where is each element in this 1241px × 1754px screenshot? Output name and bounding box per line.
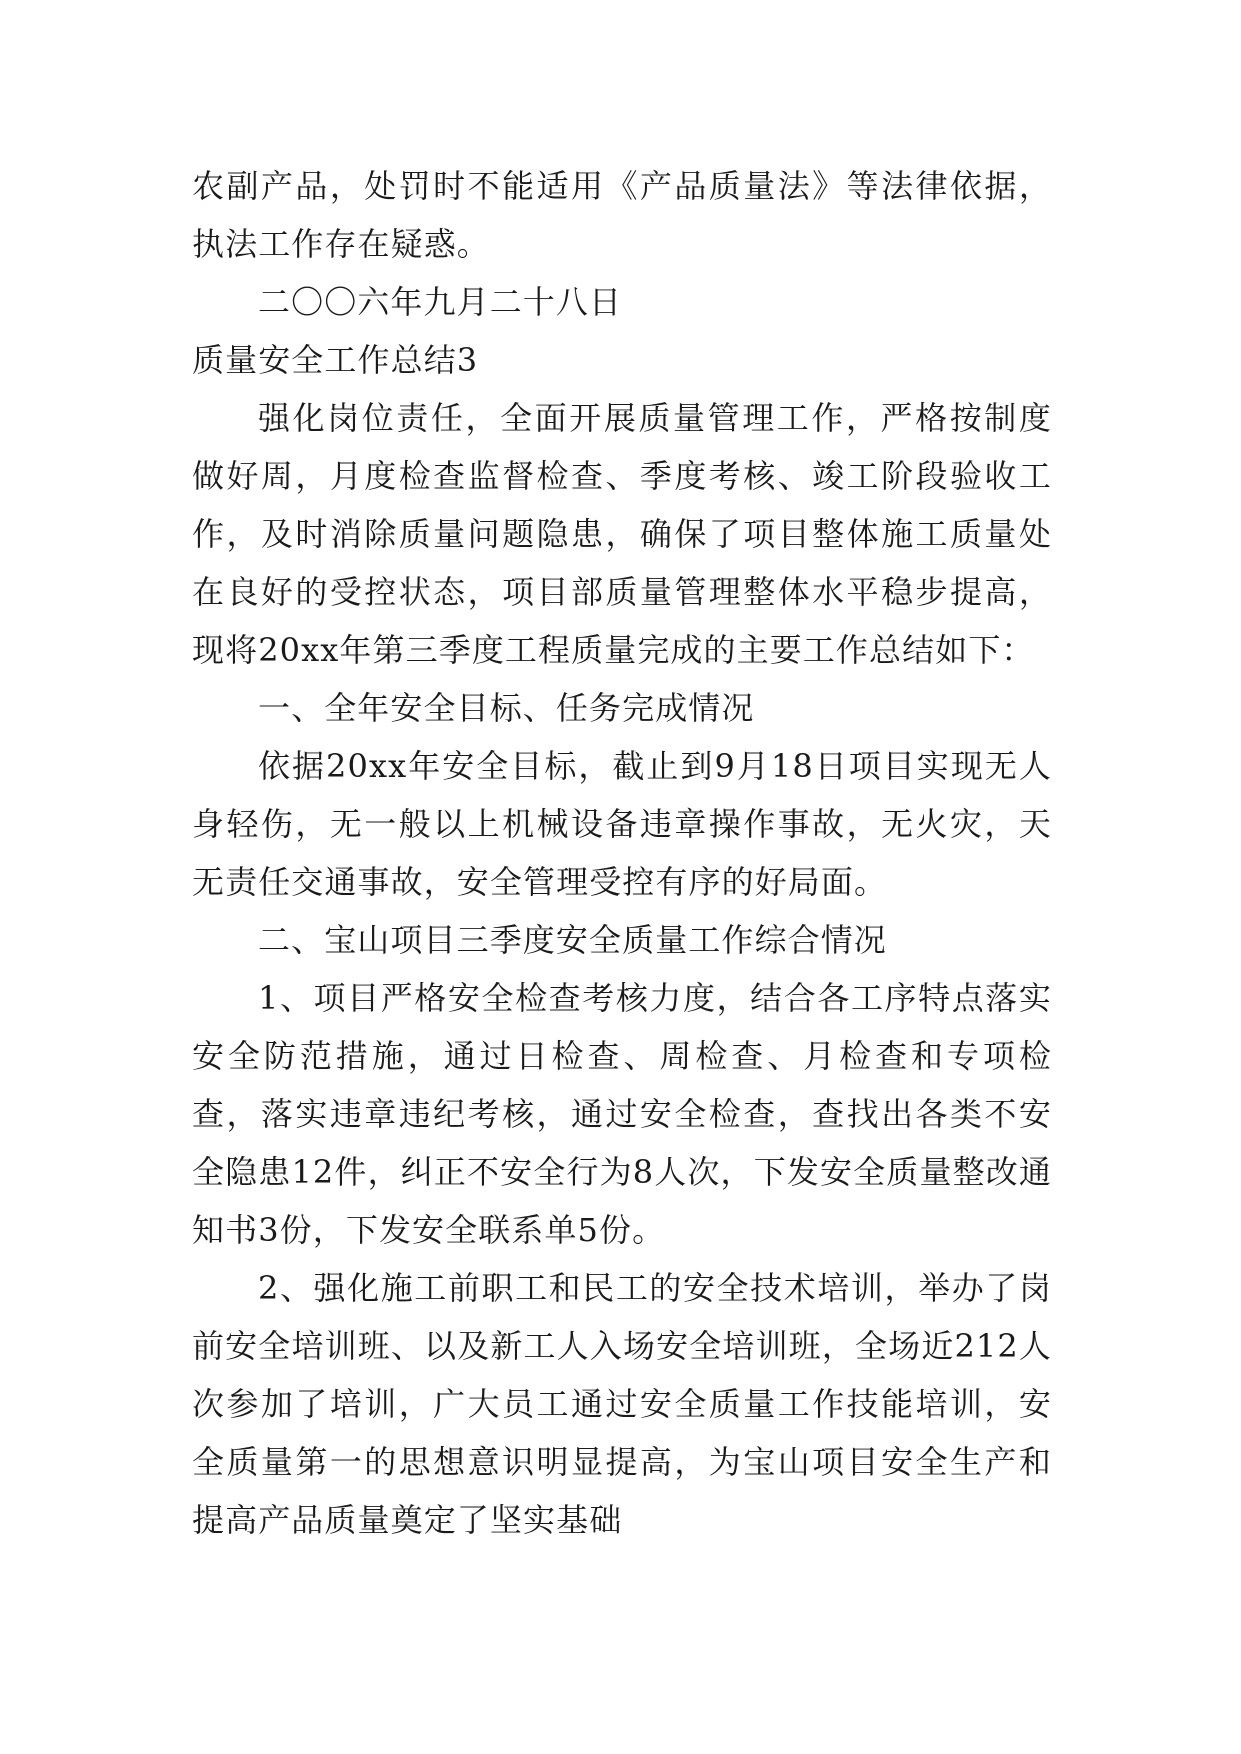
heading-1: 一、全年安全目标、任务完成情况 xyxy=(258,689,755,727)
document-body xyxy=(192,157,1052,1549)
paragraph-intro: 强化岗位责任，全面开展质量管理工作，严格按制度做好周，月度检查监督检查、季度考核、竣工阶段验收工作，及时消除质量问题隐患，确保了项目整体施工质量处在良好的受控状态，项目部质量管理整体水平稳步提高，现将20xx年第三季度工程质量完成的主要工作总结如下： xyxy=(192,399,1052,669)
section-title: 质量安全工作总结3 xyxy=(192,341,479,379)
paragraph-item-1: 1、项目严格安全检查考核力度，结合各工序特点落实安全防范措施，通过日检查、周检查、月检查和专项检查，落实违章违纪考核，通过安全检查，查找出各类不安全隐患12件，纠正不安全行为8人次，下发安全质量整改通知书3份，下发安全联系单5份。 xyxy=(192,979,1052,1249)
date-line: 二〇〇六年九月二十八日 xyxy=(258,283,623,321)
paragraph-continuation: 农副产品，处罚时不能适用《产品质量法》等法律依据，执法工作存在疑惑。 xyxy=(192,167,1052,263)
heading-2: 二、宝山项目三季度安全质量工作综合情况 xyxy=(258,921,887,959)
paragraph-item-2: 2、强化施工前职工和民工的安全技术培训，举办了岗前安全培训班、以及新工人入场安全培训班，全场近212人次参加了培训，广大员工通过安全质量工作技能培训，安全质量第一的思想意识明显提高，为宝山项目安全生产和提高产品质量奠定了坚实基础 xyxy=(192,1269,1052,1539)
paragraph-safety-goal: 依据20xx年安全目标，截止到9月18日项目实现无人身轻伤，无一般以上机械设备违章操作事故，无火灾，天无责任交通事故，安全管理受控有序的好局面。 xyxy=(192,747,1052,901)
